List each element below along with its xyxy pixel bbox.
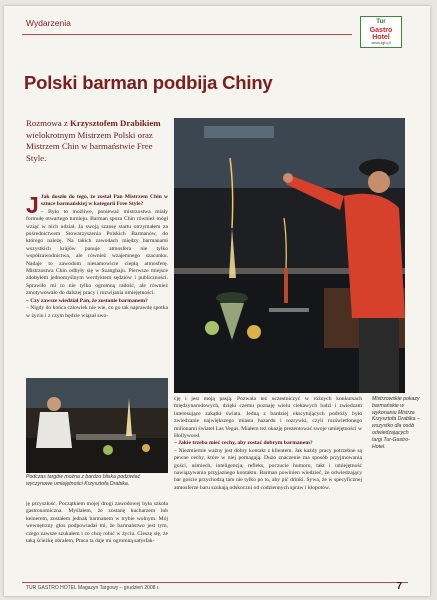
column-2 <box>26 501 168 581</box>
logo-url: www.tgh.pl <box>371 40 391 45</box>
bartender-audience-photo <box>26 378 168 473</box>
header-rule <box>22 34 352 35</box>
article-title: Polski barman podbija Chiny <box>24 72 273 93</box>
question-1: Jak doszło do tego, że został Pan Mistrzem Chin w sztuce barmańskiej w kategorii Free Style? <box>40 194 168 208</box>
main-photo-caption: Mistrzowskie pokazy barmańskie w wykonaniu Mistrza Krzysztofa Drabika – wszystko dla osób odwiedzających targi Tur-Gastro-Hotel. <box>372 396 420 450</box>
page-number: 7 <box>396 581 402 592</box>
lead-rest: wielokrotnym Mistrzem Polski oraz Mistrzem Chin w barmaństwie Free Style. <box>26 129 153 163</box>
column-3-text: cję i jest moją pasją. Pozwala też uczestniczyć w różnych konkursach międzynarodowych, dzięki czemu poznaję wielu ciekawych ludzi i zwiedzam interesujące zakątki świata. Jedną z bardziej ekscytujących podróży było zwiedzanie największego miasta hazardu i rozrywki, czyli rozświetlonego milionami świateł Las Vegas. Miałem też okazję prezentować swoje umiejętności w Hollywood. <box>174 396 362 440</box>
article-lead <box>26 118 174 164</box>
footer-text: TUR GASTRO HOTEL Magazyn Targowy – grudzień 2008 r. <box>26 585 160 591</box>
bartender-show-photo <box>174 118 405 393</box>
footer-rule <box>22 582 408 583</box>
section-label: Wydarzenia <box>26 18 71 28</box>
lead-name: Krzysztofem Drabikiem <box>69 118 161 128</box>
question-3: – Jakie trzeba mieć cechy, aby zostać dobrym barmanem? <box>174 440 313 447</box>
column-3 <box>174 396 362 580</box>
answer-3: – Niezmiernie ważny jest dobry kontakt z klientem. Jak każdy pracy potrzebne są pewne cechy, które w niej pomagają. Dużo znaczenie ma sposób przyjmowania gości, uśmiech, inteligencja, refleks, poczucie humoru, takt i umiejętność nawiązywania przyjaznego kontaktu. Barman powinien wiedzieć, że odwiedzający bar goście przychodzą tam nie tylko po to, aby pić drinki. Sywa, że w specyficznej atmosferze baru szukają odskoczni od codziennych spraw i kłopotów. <box>174 447 362 491</box>
question-2: – Czy zawsze wiedział Pan, że zostanie barmanem? <box>26 297 148 304</box>
logo-line1: Tur <box>376 19 386 25</box>
small-photo-caption: Podczas targów można z bardzo bliska podziwiać wyczynowe umiejętności Krzysztofa Drabika. <box>26 474 141 487</box>
magazine-logo <box>360 16 402 48</box>
column-2-text: ję przyszłość. Początkiem mojej drogi zawodowej była szkoła gastronomiczna. Myślałem, że zostanę kucharzem lub kelnerem, zostałem jednak barmanem w trybie wolnym. Mój wewnętrzny głos podpowiadał mi, że barmaństwo jest tym, czego zawsze szukałem i co chcę robić w życiu. Cieszę się, że taką ścieżkę obrałem. Praca ta daje mi ogromną satysfak- <box>26 501 168 545</box>
drop-cap: J <box>26 194 39 218</box>
column-1 <box>26 194 168 372</box>
lead-prefix: Rozmowa z <box>26 118 68 128</box>
bartender-audience-illustration <box>26 378 168 473</box>
magazine-page <box>4 6 430 596</box>
answer-1: – Było to możliwe, ponieważ mistrzostwa miały formułę otwartego turnieju. Barman spoza Chin również mógł wziąć w nich udział. Ja swoją szansę startu otrzymałem za pośrednictwem Stowarzyszenia Polskich Barmanów, do którego należę. Na takich zawodach między barmanami wszystkich krajów panuje atmosfera nie tylko współzawodnictwa, ale również wzajemnego szacunku. Nadaje to zawodom niesamowicie ciepłą atmosferę. Mistrzostwa Chin odbyły się w Szanghaju. Pierwsze miejsce zdobyłem jednomyślnym werdyktem sędziów i publiczności. Sprawiło mi to nie tylko ogromną radość, ale również zmotywowało do dalszej pracy i rozwijania umiejętności. <box>26 208 168 297</box>
logo-line2: Gastro Hotel <box>369 27 393 41</box>
bartender-show-illustration <box>174 118 405 393</box>
answer-2: – Nigdy do końca człowiek nie wie, co go tak naprawdę spotka w życiu i z czym będzie wiązał swo- <box>26 305 168 319</box>
